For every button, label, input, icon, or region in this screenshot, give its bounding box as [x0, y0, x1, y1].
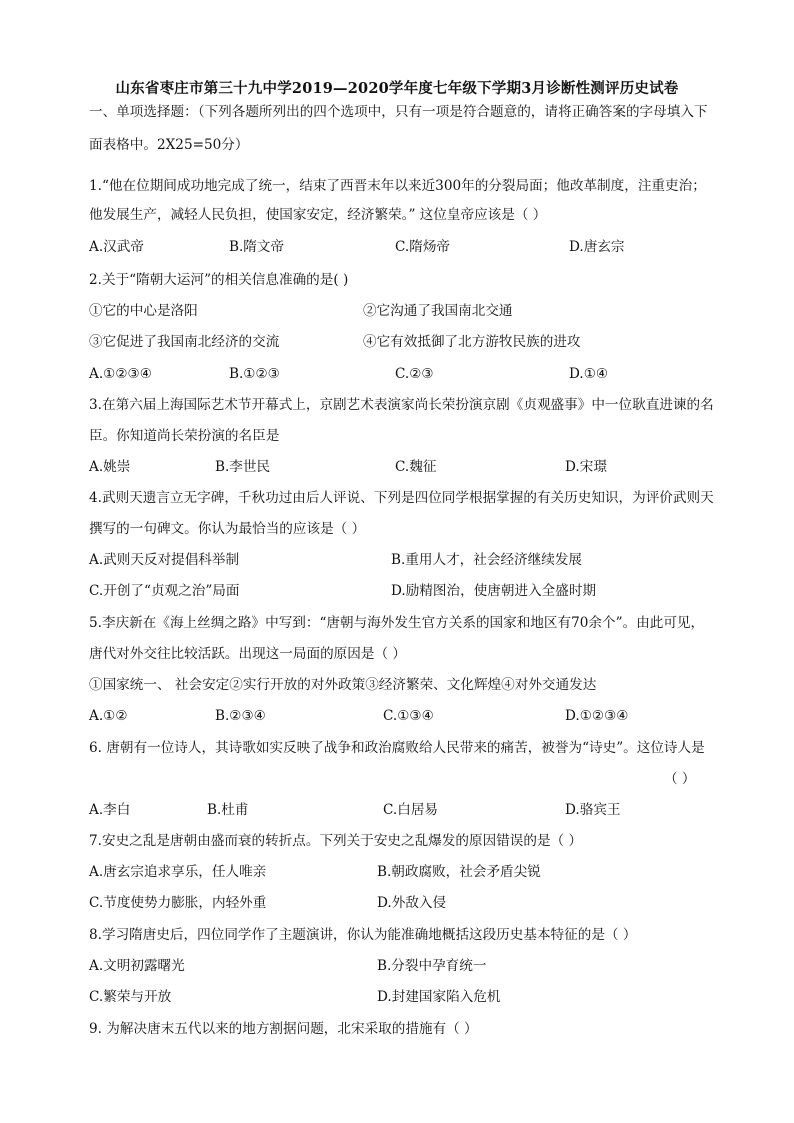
question-6-option-c[interactable]: C.白居易 [383, 802, 439, 818]
question-2-statement-4: ④它有效抵御了北方游牧民族的进攻 [363, 334, 581, 350]
question-7-option-a[interactable]: A.唐玄宗追求享乐，任人唯亲 [89, 864, 267, 880]
question-4-option-a[interactable]: A.武则天反对提倡科举制 [89, 552, 240, 568]
question-2-option-c[interactable]: C.②③ [395, 366, 434, 382]
question-3-option-d[interactable]: D.宋璟 [565, 459, 607, 475]
question-2-option-a[interactable]: A.①②③④ [89, 366, 152, 382]
question-7-option-d[interactable]: D.外敌入侵 [377, 895, 447, 911]
question-4-option-b[interactable]: B.重用人才，社会经济继续发展 [391, 552, 583, 568]
question-9-line-1: 9. 为解决唐末五代以来的地方割据问题，北宋采取的措施有（ ） [89, 1021, 478, 1037]
question-2-option-b[interactable]: B.①②③ [229, 366, 280, 382]
question-1-option-a[interactable]: A.汉武帝 [89, 239, 144, 255]
question-4-options-row-1 [89, 551, 709, 569]
question-3-options [89, 458, 709, 476]
question-4-options-row-2 [89, 582, 709, 600]
question-3-option-c[interactable]: C.魏征 [395, 459, 437, 475]
question-4-option-c[interactable]: C.开创了“贞观之治”局面 [89, 583, 240, 599]
question-3-line-1: 3.在第六届上海国际艺术节开幕式上，京剧艺术表演家尚长荣扮演京剧《贞观盛事》中一位耿直进谏的名 [89, 397, 714, 413]
question-5-line-2: 唐代对外交往比较活跃。出现这一局面的原因是（ ） [89, 646, 406, 662]
question-5-option-b[interactable]: B.②③④ [215, 708, 266, 724]
question-2-statements-row-2 [89, 333, 709, 351]
question-2-statement-2: ②它沟通了我国南北交通 [363, 303, 513, 319]
question-8-options-row-1 [89, 957, 709, 975]
question-6-option-a[interactable]: A.李白 [89, 802, 131, 818]
question-2-line-1: 2.关于“隋朝大运河”的相关信息准确的是( ) [89, 272, 349, 288]
question-8-option-d[interactable]: D.封建国家陷入危机 [377, 989, 501, 1005]
question-2-statement-1: ①它的中心是洛阳 [89, 303, 198, 319]
question-8-line-1: 8.学习隋唐史后，四位同学作了主题演讲，你认为能准确地概括这段历史基本特征的是（ ） [89, 927, 637, 943]
question-4-option-d[interactable]: D.励精图治，使唐朝进入全盛时期 [391, 583, 597, 599]
question-1-options [89, 238, 709, 256]
exam-title: 山东省枣庄市第三十九中学2019—2020学年度七年级下学期3月诊断性测评历史试卷 [115, 80, 679, 97]
question-7-option-b[interactable]: B.朝政腐败，社会矛盾尖锐 [377, 864, 541, 880]
question-6-option-b[interactable]: B.杜甫 [207, 802, 249, 818]
question-6-line-1: 6. 唐朝有一位诗人，其诗歌如实反映了战争和政治腐败给人民带来的痛苦，被誉为“诗史”。这位诗人是 [89, 740, 705, 756]
section-instruction-line-2: 面表格中。2X25=50分） [89, 137, 249, 153]
question-5-option-c[interactable]: C.①③④ [383, 708, 434, 724]
question-2-option-d[interactable]: D.①④ [569, 366, 609, 382]
question-1-line-1: 1.“他在位期间成功地完成了统一，结束了西晋末年以来近300年的分裂局面；他改革制度，注重吏治； [89, 178, 706, 194]
question-5-statements: ①国家统一、 社会安定②实行开放的对外政策③经济繁荣、文化辉煌④对外交通发达 [89, 677, 597, 693]
question-8-option-c[interactable]: C.繁荣与开放 [89, 989, 172, 1005]
question-2-statement-3: ③它促进了我国南北经济的交流 [89, 334, 280, 350]
question-6-answer-bracket[interactable]: （ ） [664, 771, 696, 787]
question-7-option-c[interactable]: C.节度使势力膨胀，内轻外重 [89, 895, 267, 911]
question-8-options-row-2 [89, 988, 709, 1006]
question-4-line-1: 4.武则天遗言立无字碑，千秋功过由后人评说、下列是四位同学根据掌握的有关历史知识，为评价武则天 [89, 490, 714, 506]
question-6-options [89, 801, 709, 819]
question-3-option-a[interactable]: A.姚崇 [89, 459, 131, 475]
question-7-line-1: 7.安史之乱是唐朝由盛而衰的转折点。下列关于安史之乱爆发的原因错误的是（ ） [89, 833, 583, 849]
question-1-option-b[interactable]: B.隋文帝 [229, 239, 285, 255]
question-1-option-c[interactable]: C.隋炀帝 [395, 239, 451, 255]
section-instruction-line-1: 一、单项选择题：（下列各题所列出的四个选项中，只有一项是符合题意的，请将正确答案的字母填入下 [89, 104, 708, 120]
question-6-option-d[interactable]: D.骆宾王 [565, 802, 621, 818]
question-2-options [89, 365, 709, 383]
question-2-statements-row-1 [89, 302, 709, 320]
question-5-options [89, 707, 709, 725]
question-8-option-a[interactable]: A.文明初露曙光 [89, 958, 185, 974]
question-5-line-1: 5.李庆新在《海上丝绸之路》中写到：“唐朝与海外发生官方关系的国家和地区有70余个”。由此可见， [89, 615, 705, 631]
question-1-line-2: 他发展生产，减轻人民负担，使国家安定，经济繁荣。” 这位皇帝应该是（ ） [89, 207, 547, 223]
question-5-option-d[interactable]: D.①②③④ [565, 708, 629, 724]
question-1-option-d[interactable]: D.唐玄宗 [569, 239, 625, 255]
question-7-options-row-2 [89, 894, 709, 912]
question-5-option-a[interactable]: A.①② [89, 708, 128, 724]
question-3-line-2: 臣。你知道尚长荣扮演的名臣是 [89, 428, 280, 444]
question-3-option-b[interactable]: B.李世民 [215, 459, 271, 475]
question-4-line-2: 撰写的一句碑文。你认为最恰当的应该是（ ） [89, 521, 366, 537]
question-7-options-row-1 [89, 863, 709, 881]
question-8-option-b[interactable]: B.分裂中孕育统一 [377, 958, 487, 974]
